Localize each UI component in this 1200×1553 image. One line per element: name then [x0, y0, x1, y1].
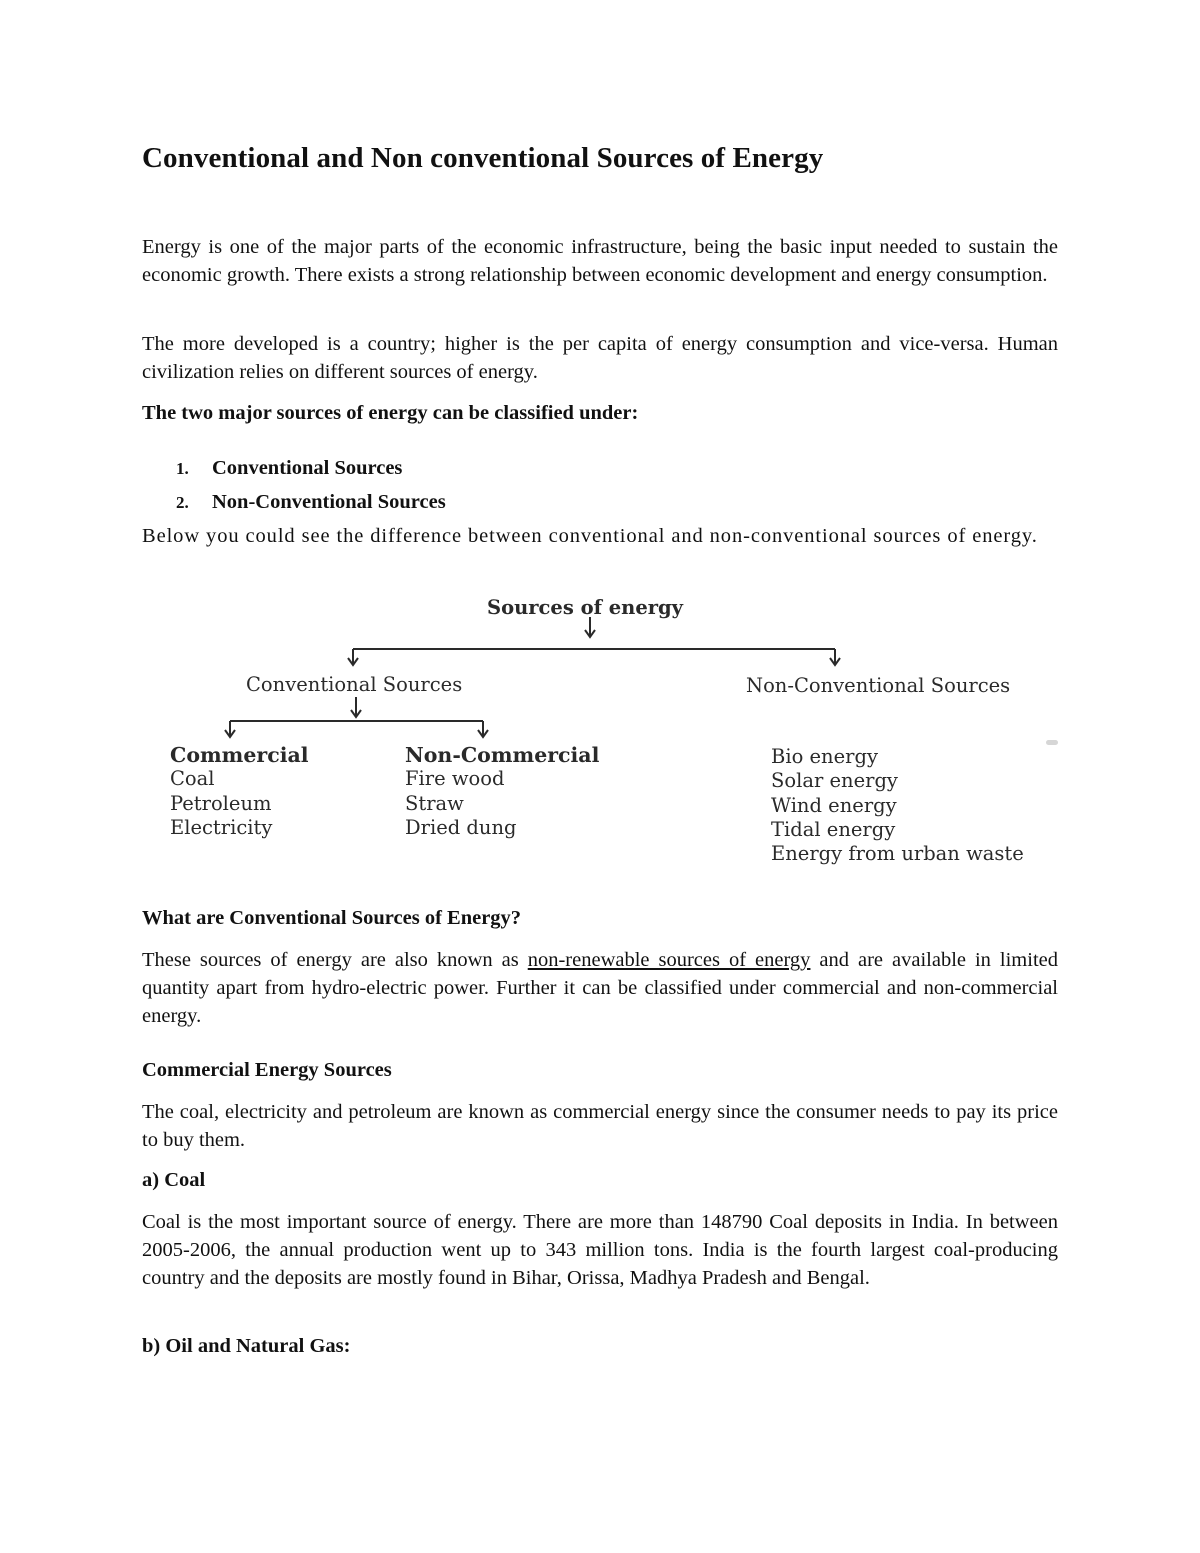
non-conventional-item: Energy from urban waste: [771, 842, 1024, 866]
oil-gas-heading: b) Oil and Natural Gas:: [142, 1335, 351, 1357]
commercial-item: Petroleum: [170, 791, 272, 815]
non-commercial-item: Dried dung: [405, 815, 517, 839]
conventional-paragraph: [142, 946, 1058, 1030]
commercial-heading: Commercial: [170, 743, 309, 767]
energy-sources-diagram: [160, 590, 1060, 880]
intro-paragraph-2: The more developed is a country; higher is the per capita of energy consumption and vice-versa. Human civilization relies on different sources of energy.: [142, 333, 1058, 383]
non-renewable-link[interactable]: non-renewable sources of energy: [527, 949, 811, 971]
list-label: Conventional Sources: [212, 457, 403, 479]
non-conventional-sources-label: Non-Conventional Sources: [746, 674, 1011, 697]
non-conventional-item: Tidal energy: [771, 817, 896, 841]
conventional-question-heading: What are Conventional Sources of Energy?: [142, 907, 522, 929]
commercial-item: Coal: [170, 767, 215, 791]
non-commercial-item: Straw: [405, 791, 464, 815]
non-commercial-item: Fire wood: [405, 767, 505, 791]
list-item: [176, 454, 446, 488]
non-commercial-column: [405, 743, 599, 840]
conventional-sources-label: Conventional Sources: [246, 673, 463, 696]
scan-smudge: [1046, 740, 1058, 745]
commercial-item: Electricity: [170, 815, 273, 839]
commercial-energy-heading: Commercial Energy Sources: [142, 1059, 392, 1081]
non-conventional-item: Wind energy: [771, 793, 897, 817]
classification-list: [176, 454, 446, 522]
classified-heading: The two major sources of energy can be classified under:: [142, 402, 639, 424]
conventional-paragraph-end: and are available in limited quantity apart from hydro-electric power. Further it can be classified under commercial and non-commercial energy.: [142, 949, 1058, 1027]
below-paragraph: Below you could see the difference between conventional and non-conventional sources of energy.: [142, 525, 1038, 547]
non-conventional-column: [771, 745, 1024, 866]
conventional-paragraph-start: These sources of energy are also known as: [142, 949, 528, 971]
list-label: Non-Conventional Sources: [212, 491, 446, 513]
coal-paragraph: Coal is the most important source of energy. There are more than 148790 Coal deposits in India. In between 2005-2006, the annual production went up to 343 million tons. India is the fourth largest coal-producing country and the deposits are mostly found in Bihar, Orissa, Madhya Pradesh and Bengal.: [142, 1211, 1058, 1289]
document-title: Conventional and Non conventional Sources of Energy: [142, 142, 824, 174]
non-commercial-heading: Non-Commercial: [405, 743, 600, 767]
non-conventional-item: Bio energy: [771, 745, 878, 768]
list-number: 2.: [176, 493, 189, 512]
intro-paragraph-1: Energy is one of the major parts of the economic infrastructure, being the basic input needed to sustain the economic growth. There exists a strong relationship between economic development and energy consumption.: [142, 236, 1058, 286]
diagram-root-label: Sources of energy: [487, 596, 683, 619]
list-item: [176, 488, 446, 522]
list-number: 1.: [176, 459, 189, 478]
commercial-paragraph: The coal, electricity and petroleum are known as commercial energy since the consumer needs to pay its price to buy them.: [142, 1101, 1058, 1151]
commercial-column: [170, 743, 309, 840]
coal-heading: a) Coal: [142, 1169, 206, 1191]
non-conventional-item: Solar energy: [771, 769, 898, 793]
